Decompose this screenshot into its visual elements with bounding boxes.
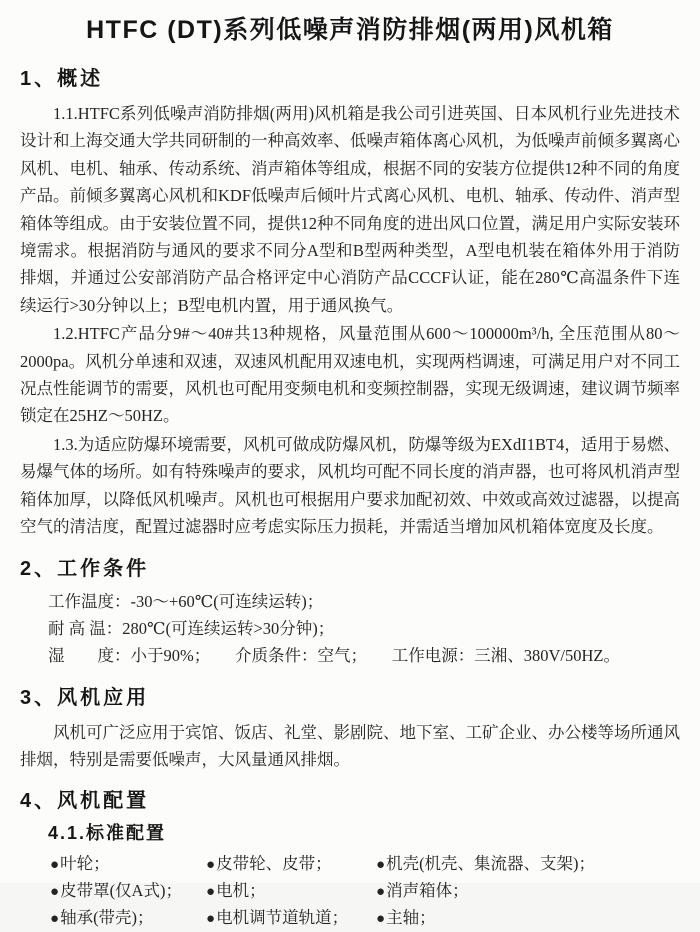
overview-paragraph-1-2: 1.2.HTFC产品分9#～40#共13种规格，风量范围从600～100000m³/h, 全压范围从80～2000pa。风机分单速和双速，双速风机配用双速电机，实现两档调速，可满足用户对不同工况点性能调节的需要，风机也可配用变频电机和变频控制器，实现无级调速，建议调节频率锁定在25HZ～50HZ。	[20, 324, 680, 426]
list-item-label: 消声箱体；	[386, 881, 469, 901]
list-item	[50, 851, 206, 878]
document-title: HTFC (DT)系列低噪声消防排烟(两用)风机箱	[86, 16, 614, 44]
list-item	[206, 905, 376, 932]
condition-humidity-medium-power: 湿 度：小于90%； 介质条件：空气； 工作电源：三湘、380V/50HZ。	[48, 645, 620, 665]
list-item	[206, 878, 376, 905]
bullet-icon: ●	[50, 884, 60, 901]
section-heading-overview: 1、概述	[20, 68, 104, 90]
section-heading-working-conditions: 2、工作条件	[20, 557, 150, 580]
subsection-heading-standard-configuration: 4.1.标准配置	[48, 823, 167, 844]
list-item-label: 皮带轮、皮带；	[216, 854, 332, 874]
list-item-label: 轴承(带壳)；	[60, 908, 154, 928]
applications-paragraph: 风机可广泛应用于宾馆、饭店、礼堂、影剧院、地下室、工矿企业、办公楼等场所通风排烟，特别是需要低噪声，大风量通风排烟。	[20, 722, 680, 769]
bullet-icon: ●	[376, 884, 386, 901]
list-item-label: 电机调节道轨道；	[216, 908, 349, 928]
list-item-label: 机壳(机壳、集流器、支架)；	[386, 854, 596, 874]
list-item	[206, 851, 376, 878]
list-item-label: 主轴；	[386, 908, 436, 928]
bullet-icon: ●	[206, 911, 216, 928]
bullet-icon: ●	[376, 857, 386, 874]
section-heading-fan-configuration: 4、风机配置	[20, 790, 150, 813]
bullet-icon: ●	[50, 857, 60, 874]
list-item	[50, 878, 206, 905]
overview-paragraph-1-1: 1.1.HTFC系列低噪声消防排烟(两用)风机箱是我公司引进英国、日本风机行业先进技术设计和上海交通大学共同研制的一种高效率、低噪声箱体离心风机，为低噪声前倾多翼离心风机、电机、轴承、传动系统、消声箱体等组成，根据不同的安装方位提供12种不同的角度产品。前倾多翼离心风机和KDF低噪声后倾叶片式离心风机、电机、轴承、传动件、消声型箱体等组成。由于安装位置不同，提供12种不同角度的进出风口位置，满足用户实际安装环境需求。根据消防与通风的要求不同分A型和B型两种类型，A型电机装在箱体外用于消防排烟，并通过公安部消防产品合格评定中心消防产品CCCF认证，能在280℃高温条件下连续运行>30分钟以上；B型电机内置，用于通风换气。	[20, 104, 681, 315]
standard-configuration-list	[50, 851, 680, 932]
condition-heat-resistance: 耐 高 温：280℃(可连续运转>30分钟)；	[48, 618, 335, 638]
list-item-label: 叶轮；	[60, 854, 110, 874]
section-heading-fan-applications: 3、风机应用	[20, 686, 150, 709]
list-item-label: 皮带罩(仅A式)；	[60, 881, 182, 901]
overview-paragraph-1-3: 1.3.为适应防爆环境需要，风机可做成防爆风机，防爆等级为EXdI1BT4，适用于易燃、易爆气体的场所。如有特殊噪声的要求，风机均可配不同长度的消声器，也可将风机消声型箱体加厚，以降低风机噪声。风机也可根据用户要求加配初效、中效或高效过滤器，以提高空气的清洁度，配置过滤器时应考虑实际压力损耗，并需适当增加风机箱体宽度及长度。	[20, 434, 680, 537]
bullet-icon: ●	[376, 911, 386, 928]
list-item	[50, 905, 206, 932]
bullet-icon: ●	[206, 884, 216, 901]
list-item	[376, 878, 680, 905]
list-item	[376, 851, 680, 878]
working-conditions-list	[20, 588, 680, 669]
list-item-label: 电机；	[216, 881, 266, 901]
bullet-icon: ●	[206, 857, 216, 874]
bullet-icon: ●	[50, 911, 60, 928]
condition-operating-temperature: 工作温度：-30～+60℃(可连续运转)；	[48, 591, 324, 611]
list-item	[376, 905, 680, 932]
